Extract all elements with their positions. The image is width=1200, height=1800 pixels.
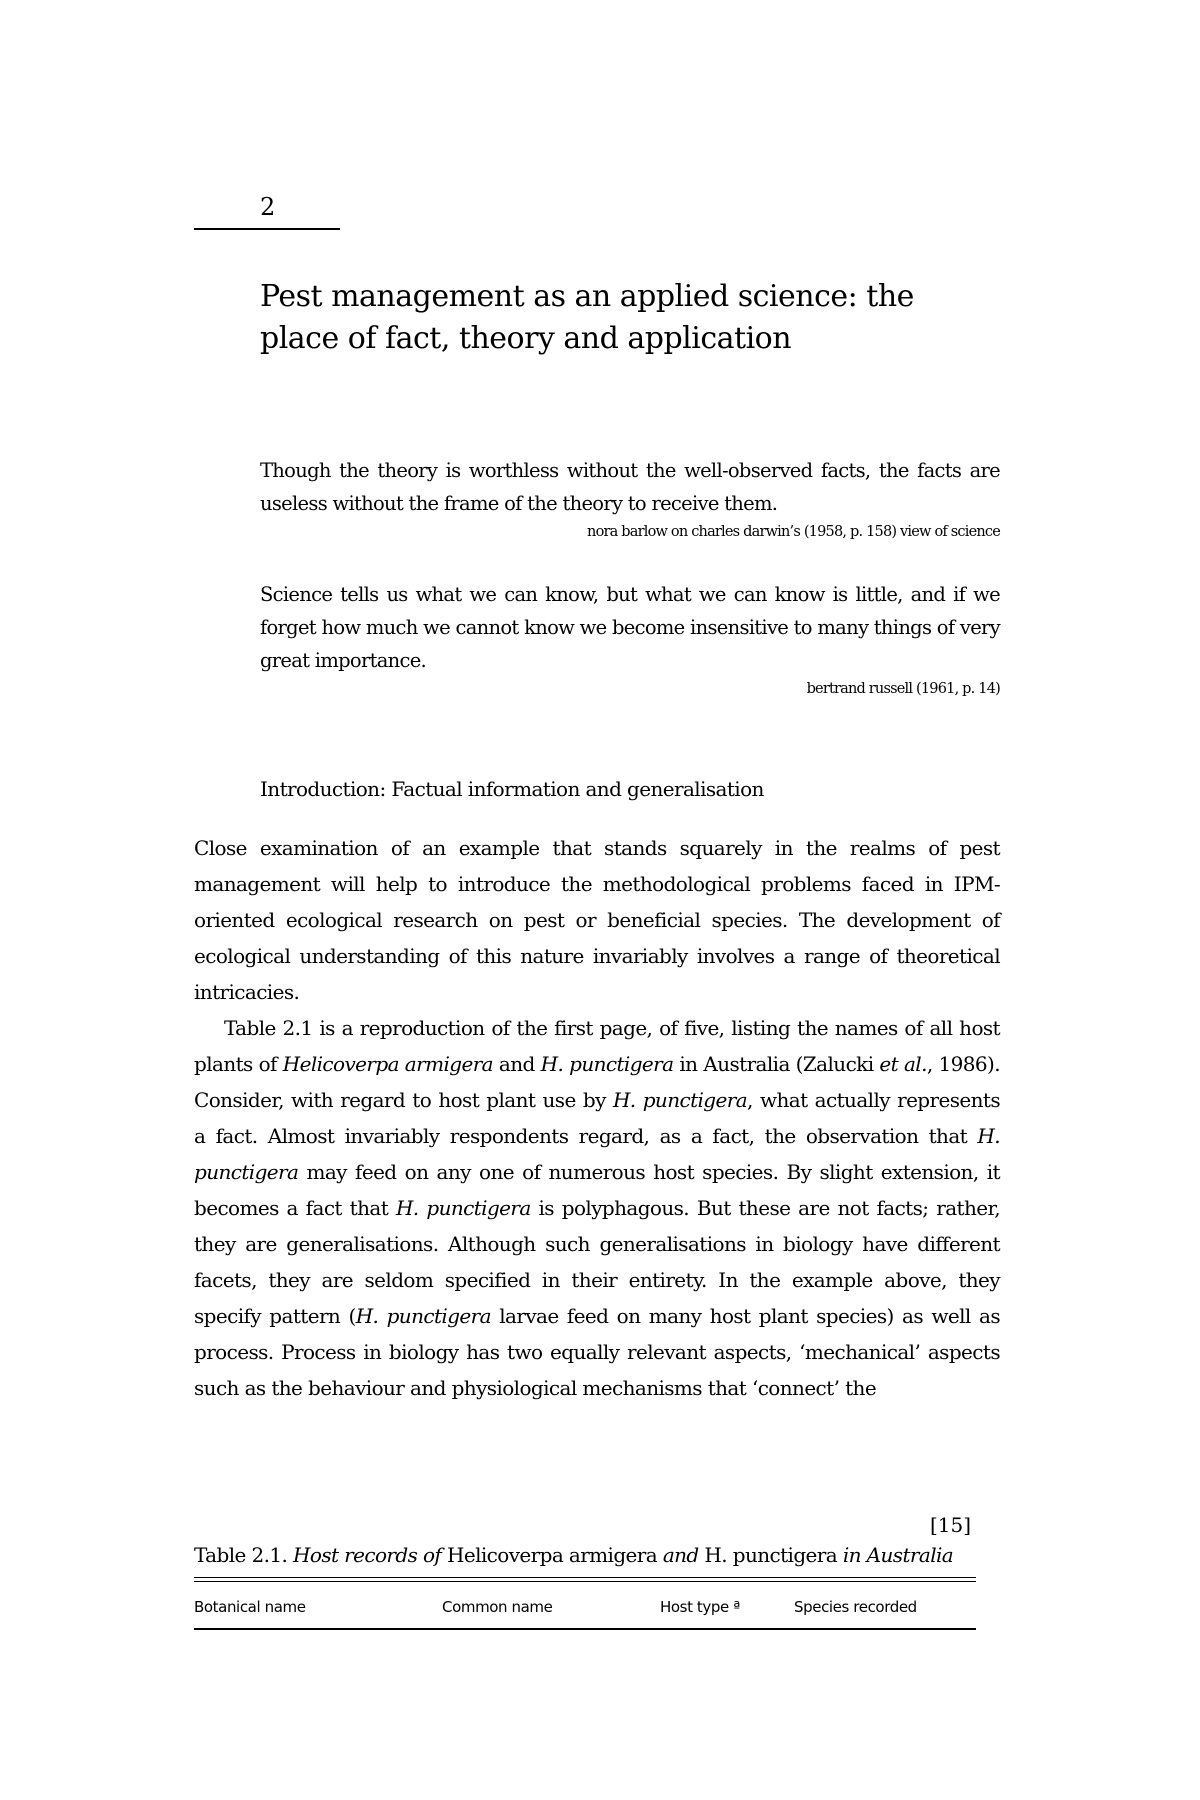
epigraph-darwin [260, 454, 1000, 544]
table-header-common-name: Common name [442, 1598, 553, 1616]
species-name: H. punctigera [194, 1124, 1000, 1184]
body-paragraph-2 [194, 1010, 1000, 1406]
page-number-marker: [15] [930, 1513, 972, 1537]
chapter-number-rule [194, 228, 340, 230]
species-name: H. punctigera [395, 1196, 531, 1220]
epigraph-attribution: nora barlow on charles darwin’s (1958, p. 158) view of science [587, 524, 1000, 540]
species-name: H. punctigera [540, 1052, 674, 1076]
species-name: Helicoverpa armigera [282, 1052, 493, 1076]
body-text [194, 830, 1000, 1406]
table-caption-genus: Helicoverpa armigera [441, 1543, 663, 1567]
table-caption-species: H. punctigera [698, 1543, 843, 1567]
epigraph-quote: Science tells us what we can know, but what we can know is little, and if we forget how much we cannot know we become insensitive to many things of very great importance. [260, 583, 1000, 672]
chapter-title: Pest management as an applied science: the place of fact, theory and application [260, 279, 914, 356]
citation-et-al: et al. [879, 1052, 927, 1076]
epigraph-attribution: bertrand russell (1961, p. 14) [806, 681, 1000, 697]
text-run: , 1986). Consider, with regard to host plant use by [194, 1052, 1000, 1112]
species-name: H. punctigera [612, 1088, 748, 1112]
table-caption-italic: Host records of [293, 1543, 442, 1567]
section-heading: Introduction: Factual information and generalisation [260, 777, 764, 801]
text-run: is polyphagous. But these are not facts; rather, they are generalisations. Although such generalisations in biology have different facets, they are seldom specified in their entirety. In the example above, they specify pattern ( [194, 1196, 1000, 1328]
text-run: and [492, 1052, 541, 1076]
table-caption-label: Table 2.1. [194, 1543, 294, 1567]
text-run: in Australia (Zalucki [673, 1052, 880, 1076]
epigraph-quote: Though the theory is worthless without the well-observed facts, the facts are useless without the frame of the theory to receive them. [260, 459, 1000, 515]
table-caption-italic: in Australia [842, 1543, 954, 1567]
table-caption [194, 1540, 1014, 1570]
table-header-rule [194, 1628, 976, 1630]
table-top-double-rule [194, 1577, 976, 1582]
species-name: H. punctigera [355, 1304, 491, 1328]
table-header-botanical-name: Botanical name [194, 1598, 306, 1616]
text-run: may feed on any one of numerous host species. By slight extension, it becomes a fact that [194, 1160, 1000, 1220]
table-caption-italic: and [662, 1543, 699, 1567]
text-run: Table 2.1 is a reproduction of the first page, of five, listing the names of all host plants of [194, 1016, 1000, 1076]
text-run: , what actually represents a fact. Almost invariably respondents regard, as a fact, the observation that [194, 1088, 1000, 1148]
table-header-species-recorded: Species recorded [794, 1598, 917, 1616]
text-run: larvae feed on many host plant species) as well as process. Process in biology has two equally relevant aspects, ‘mechanical’ aspects such as the behaviour and physiological mechanisms that ‘connect’ the [194, 1304, 1000, 1400]
epigraph-russell [260, 578, 1000, 701]
body-paragraph-1: Close examination of an example that stands squarely in the realms of pest management will help to introduce the methodological problems faced in IPM-oriented ecological research on pest or beneficial species. The development of ecological understanding of this nature invariably involves a range of theoretical intricacies. [194, 836, 1000, 1004]
table-header-host-type: Host type ª [660, 1598, 740, 1616]
chapter-number: 2 [260, 193, 276, 221]
